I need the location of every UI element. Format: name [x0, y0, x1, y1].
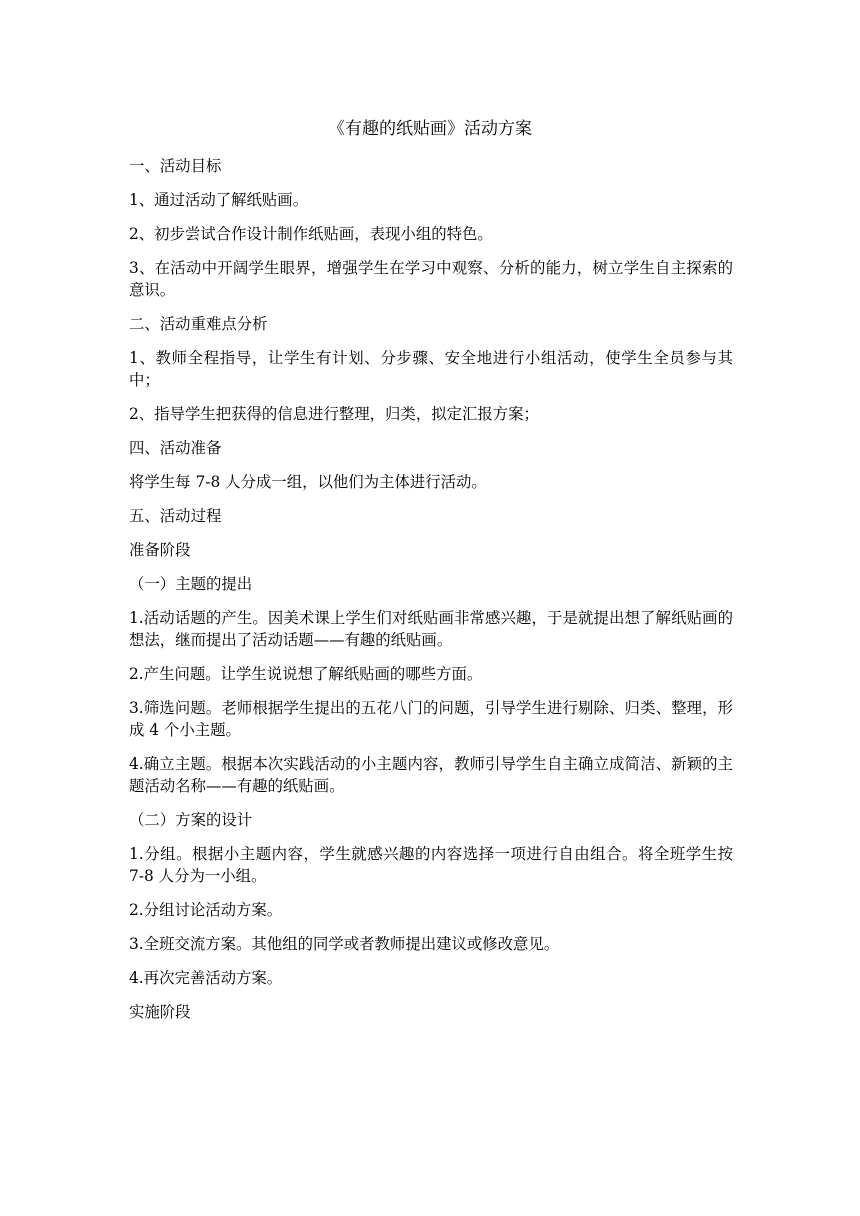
subsection-heading: 准备阶段: [129, 541, 191, 559]
paragraph: 2.分组讨论活动方案。: [129, 901, 283, 919]
subsection-heading: 实施阶段: [129, 1003, 191, 1021]
paragraph: 3、在活动中开阔学生眼界，增强学生在学习中观察、分析的能力，树立学生自主探索的意识。: [129, 259, 733, 299]
subsection-heading: （二）方案的设计: [129, 811, 253, 829]
paragraph: 1、通过活动了解纸贴画。: [129, 191, 309, 209]
section-heading: 二、活动重难点分析: [129, 315, 268, 333]
paragraph: 1.分组。根据小主题内容，学生就感兴趣的内容选择一项进行自由组合。将全班学生按 7-8 人分为一小组。: [129, 845, 733, 885]
document-title: 《有趣的纸贴画》活动方案: [328, 119, 532, 139]
paragraph: 4.确立主题。根据本次实践活动的小主题内容，教师引导学生自主确立成简洁、新颖的主题活动名称——有趣的纸贴画。: [129, 755, 733, 795]
section-heading: 四、活动准备: [129, 439, 222, 457]
section-heading: 一、活动目标: [129, 157, 222, 175]
paragraph: 2.产生问题。让学生说说想了解纸贴画的哪些方面。: [129, 665, 483, 683]
paragraph: 4.再次完善活动方案。: [129, 969, 283, 987]
paragraph: 3.筛选问题。老师根据学生提出的五花八门的问题，引导学生进行剔除、归类、整理，形成 4 个小主题。: [129, 699, 733, 739]
paragraph: 将学生每 7-8 人分成一组，以他们为主体进行活动。: [129, 473, 487, 491]
paragraph: 2、指导学生把获得的信息进行整理，归类，拟定汇报方案；: [129, 405, 539, 423]
document-body: [129, 155, 733, 1023]
section-heading: 五、活动过程: [129, 507, 222, 525]
paragraph: 2、初步尝试合作设计制作纸贴画，表现小组的特色。: [129, 225, 493, 243]
paragraph: 1.活动话题的产生。因美术课上学生们对纸贴画非常感兴趣，于是就提出想了解纸贴画的想法，继而提出了活动话题——有趣的纸贴画。: [129, 609, 733, 649]
paragraph: 1、教师全程指导，让学生有计划、分步骤、安全地进行小组活动，使学生全员参与其中；: [129, 349, 733, 389]
paragraph: 3.全班交流方案。其他组的同学或者教师提出建议或修改意见。: [129, 935, 560, 953]
subsection-heading: （一）主题的提出: [129, 575, 253, 593]
